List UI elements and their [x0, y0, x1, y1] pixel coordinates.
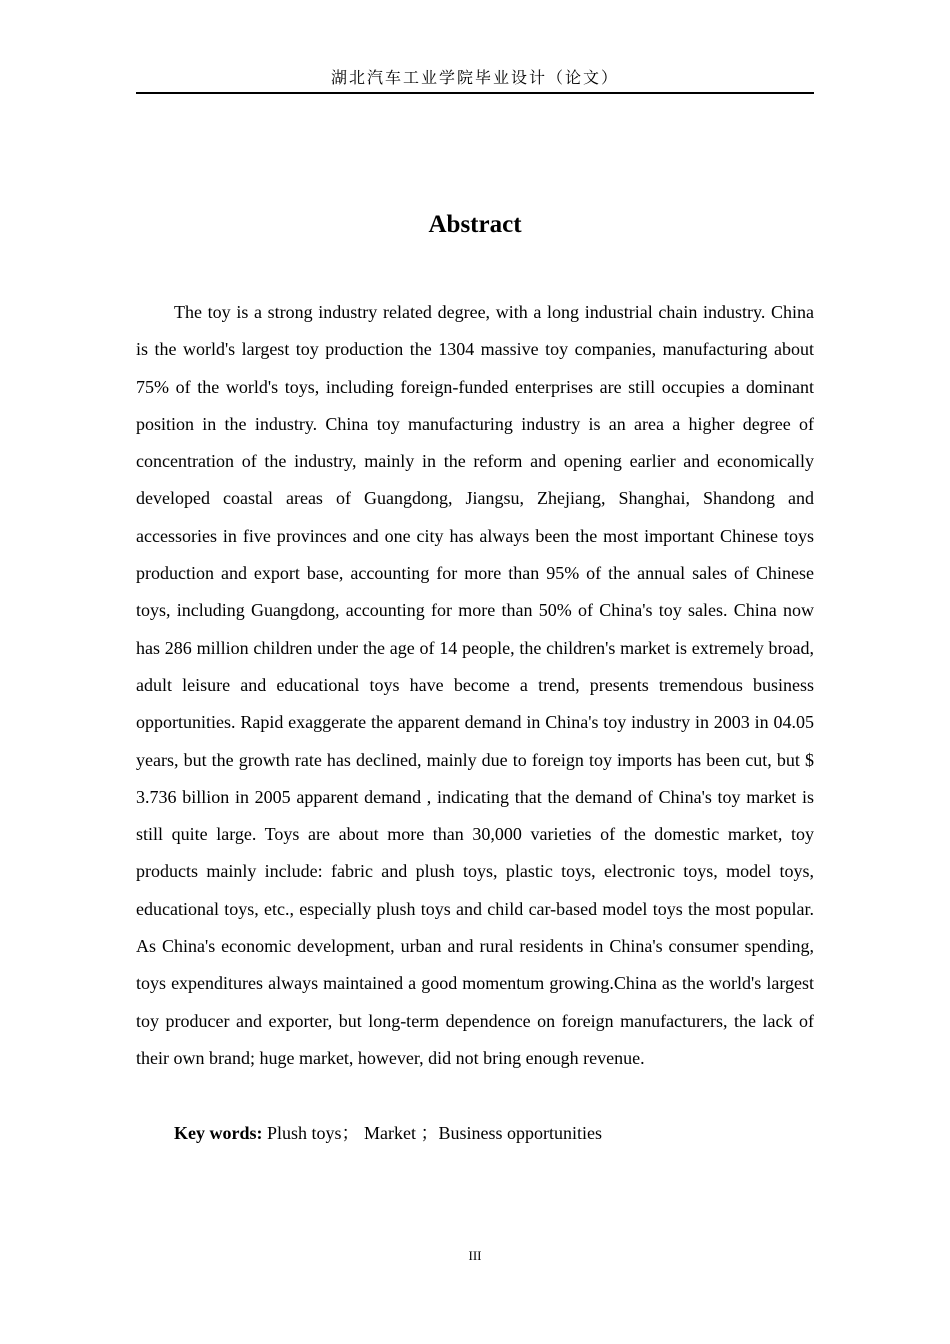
keywords-label: Key words: — [174, 1123, 263, 1143]
abstract-title: Abstract — [428, 211, 522, 238]
page-number: III — [468, 1248, 482, 1263]
keywords-line — [136, 1115, 814, 1152]
keywords-value: Plush toys； Market ；Business opportunities — [262, 1123, 603, 1143]
abstract-body: The toy is a strong industry related degree, with a long industrial chain industry. China is the world's largest toy production the 1304 massive toy companies, manufacturing about 75% of the world's toys, including foreign-funded enterprises are still occupies a dominant position in the industry. China toy manufacturing industry is an area a higher degree of concentration of the industry, mainly in the reform and opening earlier and economically developed coastal areas of Guangdong, Jiangsu, Zhejiang, Shanghai, Shandong and accessories in five provinces and one city has always been the most important Chinese toys production and export base, accounting for more than 95% of the annual sales of Chinese toys, including Guangdong, accounting for more than 50% of China's toy sales. China now has 286 million children under the age of 14 people, the children's market is extremely broad, adult leisure and educational toys have become a trend, presents tremendous business opportunities. Rapid exaggerate the apparent demand in China's toy industry in 2003 in 04.05 years, but the growth rate has declined, mainly due to foreign toy imports has been cut, but $ 3.736 billion in 2005 apparent demand , indicating that the demand of China's toy market is still quite large. Toys are about more than 30,000 varieties of the domestic market, toy products mainly include: fabric and plush toys, plastic toys, electronic toys, model toys, educational toys, etc., especially plush toys and child car-based model toys the most popular. As China's economic development, urban and rural residents in China's consumer spending, toys expenditures always maintained a good momentum growing.China as the world's largest toy producer and exporter, but long-term dependence on foreign manufacturers, the lack of their own brand; huge market, however, did not bring enough revenue. — [136, 302, 814, 1068]
page-header: 湖北汽车工业学院毕业设计（论文） — [136, 66, 814, 94]
